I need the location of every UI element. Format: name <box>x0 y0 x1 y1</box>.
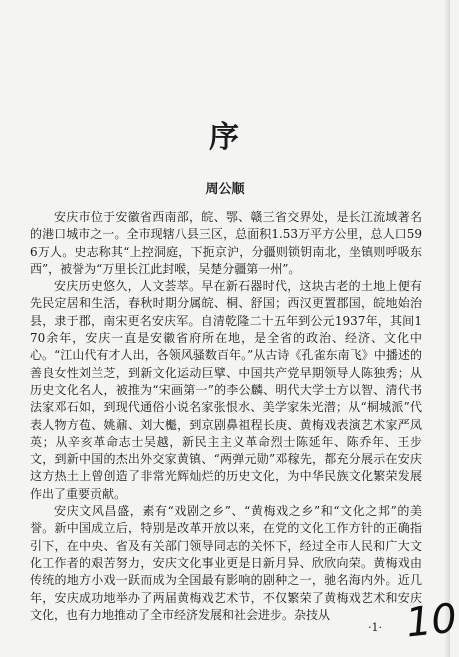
paragraph-1: 安庆市位于安徽省西南部，皖、鄂、赣三省交界处，是长江流域著名的港口城市之一。全市现辖八县三区，总面积1.53万平方公里，总人口596万人。史志称其“上控洞庭，下扼京沪，分疆则锁钥南北，坐镇则呼吸东西”，被誉为“万里长江此封喉，吴楚分疆第一州”。 <box>30 210 422 276</box>
handwritten-page-mark: 10 <box>403 595 459 647</box>
page-title: 序 <box>209 120 241 155</box>
paragraph-2: 安庆历史悠久，人文荟萃。早在新石器时代，这块古老的土地上便有先民定居和生活，春秋时期分属皖、桐、舒国；西汉更置郡国，皖地始治县，隶于郡，南宋更名安庆军。自清乾隆二十五年到公元1937年，其间170余年，安庆一直是安徽省府所在地，是全省的政治、经济、文化中心。“江山代有才人出，各领风骚数百年。”从古诗《孔雀东南飞》中播述的善良女性刘兰芝，到新文化运动巨擘、中国共产党早期领导人陈独秀；从历史文化名人，被推为“宋画第一”的李公麟、明代大学士方以智、清代书法家邓石如，到现代通俗小说名家张恨水、美学家朱光潜；从“桐城派”代表人物方苞、姚鼐、刘大櫆，到京剧鼻祖程长庚、黄梅戏表演艺术家严凤英；从辛亥革命志士吴越，新民主主义革命烈士陈延年、陈乔年、王步文，到新中国的杰出外交家黄镇、“两弹元勋”邓稼先，都充分展示在安庆这方热土上曾创造了非常光辉灿烂的历史文化，为中华民族文化繁荣发展作出了重要贡献。 <box>30 279 422 501</box>
page-number: ·1· <box>368 621 382 634</box>
author-name: 周公顺 <box>205 182 245 197</box>
paragraph-3: 安庆文风昌盛，素有“戏剧之乡”、“黄梅戏之乡”和“文化之邦”的美誉。新中国成立后，特别是改革开放以来，在党的文化工作方针的正确指引下，在中央、省及有关部门领导同志的关怀下，经过全市人民和广大文化工作者的艰苦努力，安庆文化事业更是日新月异、欣欣向荣。黄梅戏由传统的地方小戏一跃而成为全国最有影响的剧种之一，驰名海内外。近几年，安庆成功地举办了两届黄梅戏艺术节，不仅繁荣了黄梅戏艺术和安庆文化，也有力地推动了全市经济发展和社会进步。杂技从 <box>30 504 422 622</box>
scan-edge-shadow <box>444 0 450 657</box>
body-text <box>30 209 422 624</box>
